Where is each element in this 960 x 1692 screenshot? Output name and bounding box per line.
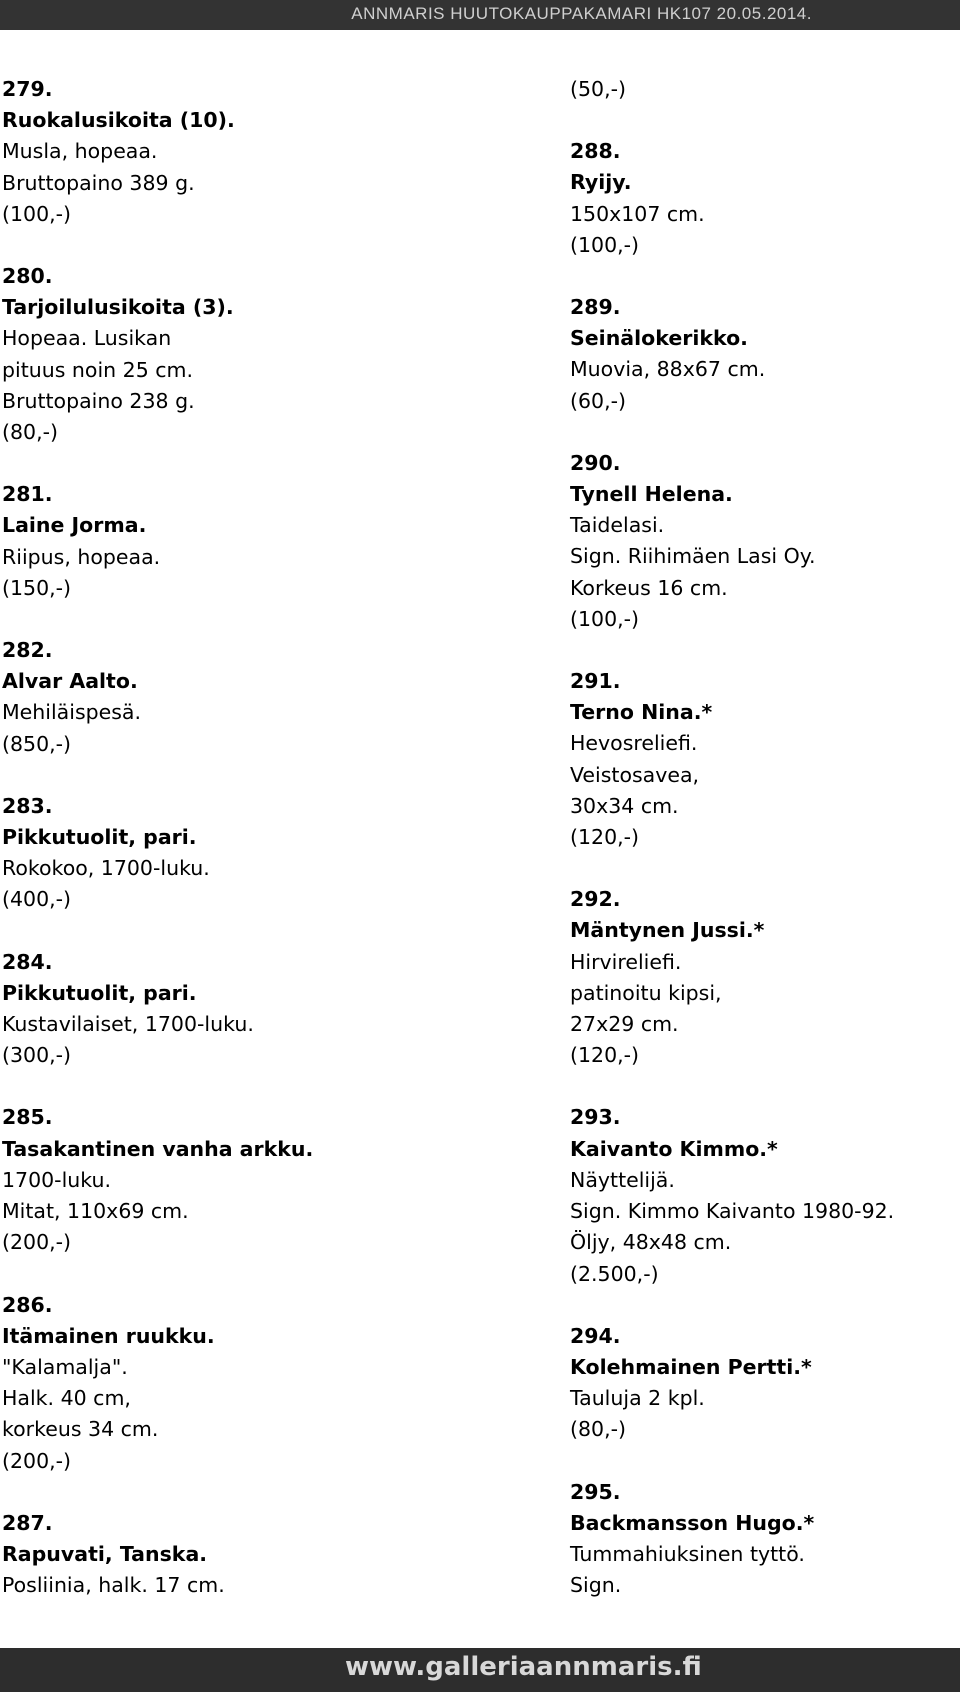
lot-detail: (80,-) bbox=[570, 1417, 626, 1442]
page-footer bbox=[0, 1648, 960, 1692]
entry-gap bbox=[570, 1446, 960, 1477]
lot-title: Seinälokerikko. bbox=[570, 326, 748, 351]
lot-entry bbox=[2, 261, 522, 448]
lot-entry bbox=[2, 947, 522, 1072]
lot-detail: Sign. Riihimäen Lasi Oy. bbox=[570, 544, 816, 569]
lot-detail: Korkeus 16 cm. bbox=[570, 575, 728, 600]
lot-number: 279. bbox=[2, 77, 53, 101]
lot-number: 281. bbox=[2, 482, 53, 507]
lot-title: Mäntynen Jussi.* bbox=[570, 918, 765, 943]
lot-detail: Öljy, 48x48 cm. bbox=[570, 1230, 732, 1255]
lot-detail: Musla, hopeaa. bbox=[2, 139, 158, 164]
header-text: ANNMARIS HUUTOKAUPPAKAMARI HK107 20.05.2014. bbox=[351, 4, 812, 23]
lot-detail: Muovia, 88x67 cm. bbox=[570, 357, 766, 382]
lot-entry bbox=[570, 1321, 960, 1446]
lot-title: Kolehmainen Pertti.* bbox=[570, 1354, 812, 1379]
entry-gap bbox=[2, 448, 522, 479]
lot-number: 289. bbox=[570, 295, 621, 320]
lot-title: Tasakantinen vanha arkku. bbox=[2, 1136, 314, 1161]
lot-detail: (120,-) bbox=[570, 1043, 640, 1068]
lot-entry bbox=[2, 1290, 522, 1477]
entry-gap bbox=[570, 1071, 960, 1102]
lot-detail: Halk. 40 cm, bbox=[2, 1386, 131, 1411]
lot-detail: 1700-luku. bbox=[2, 1167, 112, 1192]
entry-gap bbox=[2, 230, 522, 261]
lot-title: Rapuvati, Tanska. bbox=[2, 1541, 208, 1566]
left-column bbox=[2, 74, 522, 1601]
lot-detail: (100,-) bbox=[570, 232, 640, 257]
lot-entry bbox=[570, 74, 960, 105]
lot-title: Kaivanto Kimmo.* bbox=[570, 1136, 778, 1161]
lot-detail: (100,-) bbox=[2, 201, 72, 226]
entry-gap bbox=[2, 604, 522, 635]
lot-number: 283. bbox=[2, 793, 53, 818]
entry-gap bbox=[570, 261, 960, 292]
lot-detail: Riipus, hopeaa. bbox=[2, 544, 161, 569]
lot-number: 282. bbox=[2, 638, 53, 663]
lot-detail: (50,-) bbox=[570, 77, 626, 101]
lot-detail: 30x34 cm. bbox=[570, 793, 679, 818]
lot-title: Terno Nina.* bbox=[570, 700, 713, 725]
lot-detail: Sign. Kimmo Kaivanto 1980-92. bbox=[570, 1199, 895, 1224]
lot-detail: 27x29 cm. bbox=[570, 1012, 679, 1037]
lot-entry bbox=[570, 1477, 960, 1602]
lot-number: 290. bbox=[570, 450, 621, 475]
lot-detail: patinoitu kipsi, bbox=[570, 980, 722, 1005]
lot-detail: Veistosavea, bbox=[570, 762, 700, 787]
lot-entry bbox=[2, 1508, 522, 1602]
lot-detail: Hopeaa. Lusikan bbox=[2, 326, 172, 351]
entry-gap bbox=[570, 635, 960, 666]
lot-detail: Sign. bbox=[570, 1573, 622, 1598]
lot-title: Ruokalusikoita (10). bbox=[2, 108, 235, 133]
lot-number: 284. bbox=[2, 949, 53, 974]
lot-detail: Posliinia, halk. 17 cm. bbox=[2, 1573, 225, 1598]
entry-gap bbox=[570, 1290, 960, 1321]
lot-number: 295. bbox=[570, 1479, 621, 1504]
lot-title: Backmansson Hugo.* bbox=[570, 1510, 815, 1535]
lot-detail: (80,-) bbox=[2, 420, 58, 445]
lot-title: Tynell Helena. bbox=[570, 482, 733, 507]
lot-detail: Tummahiuksinen tyttö. bbox=[570, 1541, 805, 1566]
lot-detail: (100,-) bbox=[570, 606, 640, 631]
lot-number: 288. bbox=[570, 139, 621, 164]
lot-detail: Hevosreliefi. bbox=[570, 731, 698, 756]
lot-title: Alvar Aalto. bbox=[2, 669, 138, 694]
entry-gap bbox=[570, 105, 960, 136]
lot-number: 291. bbox=[570, 669, 621, 694]
lot-title: Pikkutuolit, pari. bbox=[2, 825, 197, 850]
lot-number: 285. bbox=[2, 1105, 53, 1130]
lot-detail: Hirvireliefi. bbox=[570, 949, 682, 974]
lot-detail: "Kalamalja". bbox=[2, 1354, 128, 1379]
lot-detail: (60,-) bbox=[570, 388, 626, 413]
entry-gap bbox=[2, 1259, 522, 1290]
entry-gap bbox=[2, 1071, 522, 1102]
lot-number: 287. bbox=[2, 1510, 53, 1535]
entry-gap bbox=[570, 417, 960, 448]
entry-gap bbox=[2, 760, 522, 791]
lot-detail: (300,-) bbox=[2, 1043, 72, 1068]
lot-detail: Bruttopaino 389 g. bbox=[2, 170, 195, 195]
lot-detail: (2.500,-) bbox=[570, 1261, 659, 1286]
lot-title: Itämainen ruukku. bbox=[2, 1323, 215, 1348]
lot-detail: pituus noin 25 cm. bbox=[2, 357, 194, 382]
lot-title: Laine Jorma. bbox=[2, 513, 147, 538]
page-header bbox=[0, 0, 960, 30]
lot-title: Tarjoilulusikoita (3). bbox=[2, 295, 234, 320]
lot-detail: Mehiläispesä. bbox=[2, 700, 142, 725]
lot-entry bbox=[570, 1102, 960, 1289]
lot-detail: (200,-) bbox=[2, 1448, 72, 1473]
lot-number: 286. bbox=[2, 1292, 53, 1317]
lot-detail: Rokokoo, 1700-luku. bbox=[2, 856, 210, 881]
lot-detail: Mitat, 110x69 cm. bbox=[2, 1199, 189, 1224]
entry-gap bbox=[2, 916, 522, 947]
lot-detail: (850,-) bbox=[2, 731, 72, 756]
lot-detail: (400,-) bbox=[2, 887, 72, 912]
lot-entry bbox=[570, 292, 960, 417]
lot-detail: Taidelasi. bbox=[570, 513, 665, 538]
entry-gap bbox=[570, 853, 960, 884]
lot-detail: (200,-) bbox=[2, 1230, 72, 1255]
lot-entry bbox=[570, 666, 960, 853]
lot-detail: korkeus 34 cm. bbox=[2, 1417, 159, 1442]
lot-number: 294. bbox=[570, 1323, 621, 1348]
lot-detail: Kustavilaiset, 1700-luku. bbox=[2, 1012, 254, 1037]
lot-entry bbox=[570, 136, 960, 261]
lot-detail: Näyttelijä. bbox=[570, 1167, 675, 1192]
footer-url[interactable]: www.galleriaannmaris.fi bbox=[345, 1652, 702, 1682]
right-column bbox=[570, 74, 960, 1601]
lot-detail: (150,-) bbox=[2, 575, 72, 600]
lot-detail: 150x107 cm. bbox=[570, 201, 705, 226]
lot-detail: (120,-) bbox=[570, 825, 640, 850]
lot-detail: Bruttopaino 238 g. bbox=[2, 388, 195, 413]
lot-entry bbox=[2, 74, 522, 230]
lot-number: 292. bbox=[570, 887, 621, 912]
lot-number: 280. bbox=[2, 264, 53, 289]
lot-entry bbox=[2, 635, 522, 760]
lot-title: Ryijy. bbox=[570, 170, 632, 195]
entry-gap bbox=[2, 1477, 522, 1508]
lot-number: 293. bbox=[570, 1105, 621, 1130]
lot-detail: Tauluja 2 kpl. bbox=[570, 1386, 705, 1411]
lot-entry bbox=[570, 448, 960, 635]
lot-entry bbox=[2, 791, 522, 916]
lot-entry bbox=[570, 884, 960, 1071]
lot-entry bbox=[2, 1102, 522, 1258]
lot-title: Pikkutuolit, pari. bbox=[2, 980, 197, 1005]
lot-entry bbox=[2, 479, 522, 604]
